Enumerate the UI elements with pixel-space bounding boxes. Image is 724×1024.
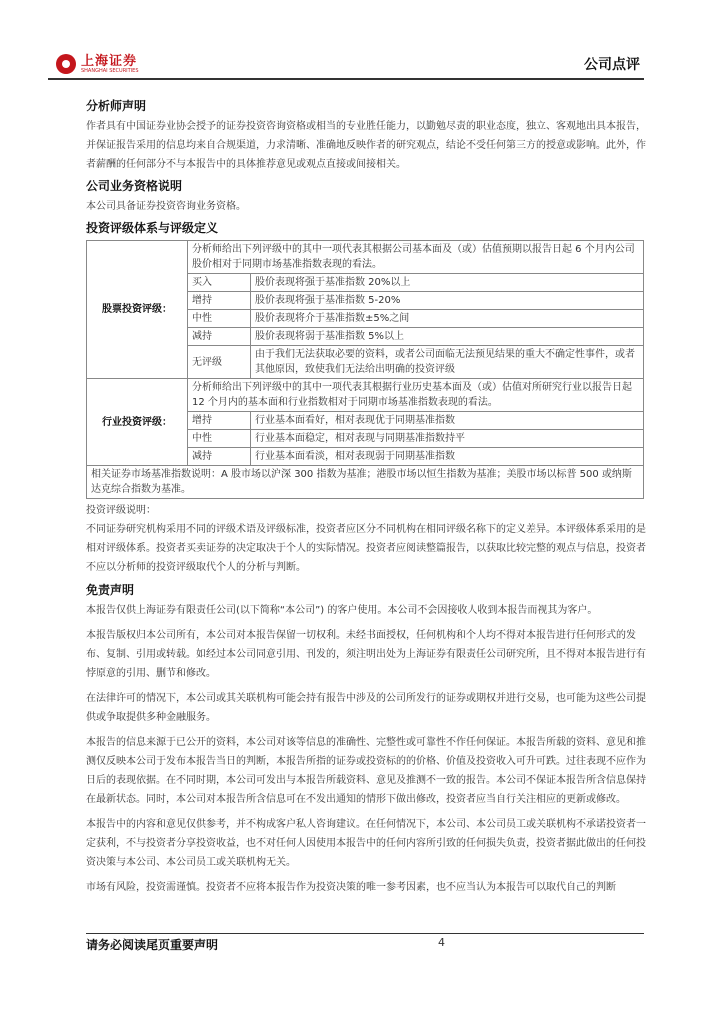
rating-table <box>86 240 644 499</box>
disclaimer-paragraph: 本报告版权归本公司所有，本公司对本报告保留一切权利。未经书面授权，任何机构和个人均不得对本报告进行任何形式的发布、复制、引用或转载。如经过本公司同意引用、刊发的，须注明出处为上海证券有限责任公司研究所，且不得对本报告进行有悖原意的引用、删节和修改。 <box>86 630 646 679</box>
rating-level: 增持 <box>188 292 251 310</box>
disclaimer-paragraph: 在法律许可的情况下，本公司或其关联机构可能会持有报告中涉及的公司所发行的证券或期权并进行交易，也可能为这些公司提供或争取提供多种金融服务。 <box>86 693 646 723</box>
rating-level: 中性 <box>188 430 251 448</box>
document-type: 公司点评 <box>584 57 640 73</box>
disclaimer-paragraph: 本报告中的内容和意见仅供参考，并不构成客户私人咨询建议。在任何情况下，本公司、本公司员工或关联机构不承诺投资者一定获利，不与投资者分享投资收益，也不对任何人因使用本报告中的任何内容所引致的任何损失负责，投资者据此做出的任何投资决策与本公司、本公司员工或关联机构无关。 <box>86 819 646 868</box>
qualification-heading: 公司业务资格说明 <box>86 179 183 193</box>
logo-emblem-icon <box>56 54 76 74</box>
page-number: 4 <box>438 936 445 949</box>
rating-definition: 行业基本面看淡，相对表现弱于同期基准指数 <box>251 448 644 466</box>
logo-name-cn: 上海证券 <box>81 53 138 69</box>
rating-explain-body: 不同证券研究机构采用不同的评级术语及评级标准，投资者应区分不同机构在相同评级名称下的定义差异。本评级体系采用的是相对评级体系。投资者买卖证券的决定取决于个人的实际情况。投资者应阅读整篇报告，以获取比较完整的观点与信息，投资者不应以分析师的投资评级取代个人的分析与判断。 <box>86 524 646 573</box>
rating-level: 增持 <box>188 412 251 430</box>
industry-rating-desc: 分析师给出下列评级中的其中一项代表其根据行业历史基本面及（或）估值对所研究行业以报告日起 12 个月内的基本面和行业指数相对于同期市场基准指数表现的看法。 <box>188 379 644 412</box>
rating-explain-heading: 投资评级说明： <box>86 505 156 516</box>
rating-definition: 行业基本面稳定，相对表现与同期基准指数持平 <box>251 430 644 448</box>
disclaimer-paragraph: 市场有风险，投资需谨慎。投资者不应将本报告作为投资决策的唯一参考因素，也不应当认为本报告可以取代自己的判断 <box>86 882 616 893</box>
rating-definition: 股价表现将强于基准指数 5-20% <box>251 292 644 310</box>
analyst-statement-heading: 分析师声明 <box>86 99 147 113</box>
footer-divider <box>86 933 644 934</box>
table-row <box>87 466 644 499</box>
disclaimer-heading: 免责声明 <box>86 583 135 597</box>
rating-definition: 股价表现将弱于基准指数 5%以上 <box>251 328 644 346</box>
page-header <box>48 50 644 80</box>
table-row <box>87 241 644 274</box>
header-divider <box>48 78 644 80</box>
rating-level: 减持 <box>188 448 251 466</box>
rating-definition: 由于我们无法获取必要的资料，或者公司面临无法预见结果的重大不确定性事件，或者其他原因，致使我们无法给出明确的投资评级 <box>251 346 644 379</box>
rating-definition: 行业基本面看好，相对表现优于同期基准指数 <box>251 412 644 430</box>
rating-level: 减持 <box>188 328 251 346</box>
rating-level: 无评级 <box>188 346 251 379</box>
disclaimer-paragraph: 本报告仅供上海证券有限责任公司(以下简称“本公司”) 的客户使用。本公司不会因接收人收到本报告而视其为客户。 <box>86 605 598 616</box>
rating-definition: 股价表现将介于基准指数±5%之间 <box>251 310 644 328</box>
rating-definition: 股价表现将强于基准指数 20%以上 <box>251 274 644 292</box>
stock-rating-label: 股票投资评级： <box>87 241 188 379</box>
table-row <box>87 379 644 412</box>
analyst-statement-body: 作者具有中国证券业协会授予的证券投资咨询资格或相当的专业胜任能力，以勤勉尽责的职业态度，独立、客观地出具本报告，并保证报告采用的信息均来自合规渠道，力求清晰、准确地反映作者的研究观点，结论不受任何第三方的授意或影响。此外，作者薪酬的任何部分不与本报告中的具体推荐意见或观点直接或间接相关。 <box>86 121 646 170</box>
stock-rating-desc: 分析师给出下列评级中的其中一项代表其根据公司基本面及（或）估值预期以报告日起 6 个月内公司股价相对于同期市场基准指数表现的看法。 <box>188 241 644 274</box>
rating-level: 买入 <box>188 274 251 292</box>
company-logo <box>56 54 139 74</box>
benchmark-note: 相关证券市场基准指数说明：A 股市场以沪深 300 指数为基准；港股市场以恒生指数为基准；美股市场以标普 500 或纳斯达克综合指数为基准。 <box>87 466 644 499</box>
logo-name-en: SHANGHAI SECURITIES <box>81 67 139 74</box>
page-content <box>86 94 646 897</box>
footer-notice: 请务必阅读尾页重要声明 <box>86 938 219 952</box>
rating-system-heading: 投资评级体系与评级定义 <box>86 221 219 235</box>
qualification-body: 本公司具备证券投资咨询业务资格。 <box>86 201 246 212</box>
industry-rating-label: 行业投资评级： <box>87 379 188 466</box>
disclaimer-paragraph: 本报告的信息来源于已公开的资料，本公司对该等信息的准确性、完整性或可靠性不作任何保证。本报告所载的资料、意见和推测仅反映本公司于发布本报告当日的判断，本报告所指的证券或投资标的的价格、价值及投资收入可升可跌。过往表现不应作为日后的表现依据。在不同时期，本公司可发出与本报告所载资料、意见及推测不一致的报告。本公司不保证本报告所含信息保持在最新状态。同时，本公司对本报告所含信息可在不发出通知的情形下做出修改，投资者应当自行关注相应的更新或修改。 <box>86 737 646 805</box>
rating-level: 中性 <box>188 310 251 328</box>
